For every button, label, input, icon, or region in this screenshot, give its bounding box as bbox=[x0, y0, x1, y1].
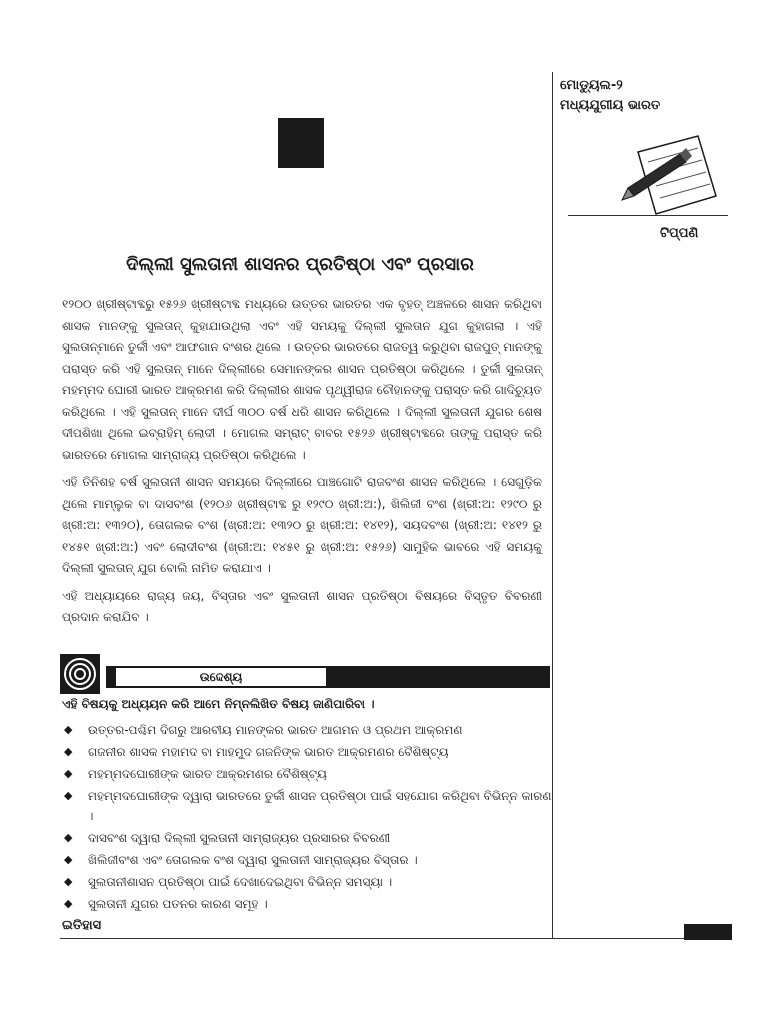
diamond-bullet-icon: ◆ bbox=[64, 831, 73, 844]
chapter-body bbox=[62, 294, 542, 635]
footer-subject: ଇତିହାସ bbox=[62, 918, 102, 933]
list-item-text: ଗଜନୀର ଶାସକ ମହାମଦ ବା ମାହମୁଦ ଗଜନିଙ୍କ ଭାରତ ଆକ୍ରମଣର ବୈଶିଷ୍ଟ୍ୟ bbox=[88, 745, 449, 759]
list-item bbox=[62, 828, 552, 848]
pen-paper-icon bbox=[620, 130, 720, 224]
objectives-list bbox=[62, 720, 552, 916]
chapter-scope-paragraph: ଏହି ଅଧ୍ୟାୟରେ ରାଜ୍ୟ ଜୟ, ବିସ୍ତାର ଏବଂ ସୁଲତାନୀ ଶାସନ ପ୍ରତିଷ୍ଠା ବିଷୟରେ ବିସ୍ତୃତ ବିବରଣୀ ପ୍ରଦାନ କରାଯିବ । bbox=[62, 588, 542, 624]
list-item bbox=[62, 742, 552, 762]
objectives-intro: ଏହି ବିଷୟକୁ ଅଧ୍ୟୟନ କରି ଆମେ ନିମ୍ନଲିଖିତ ବିଷୟ ଜାଣିପାରିବା । bbox=[62, 697, 375, 711]
page-number-block bbox=[684, 924, 732, 940]
dynasties-paragraph: ଏହି ତିନିଶହ ବର୍ଷ ସୁଲତାନୀ ଶାସନ ସମୟରେ ଦିଲ୍ଲୀରେ ପାଞ୍ଚଗୋଟି ରାଜବଂଶ ଶାସନ କରିଥିଲେ । ସେଗୁଡ଼ିକ ଥିଲେ ମାମ୍‌ଲୁକ ବା ଦାସବଂଶ (୧୨୦୬ ଖ୍ରୀଷ୍ଟାବ୍ଦ ରୁ ୧୨୯୦ ଖ୍ରୀ:ଅ:), ଖିଲିଜୀ ବଂଶ (ଖ୍ରୀ:ଅ: ୧୨୯୦ ରୁ ଖ୍ରୀ:ଅ: ୧୩୨୦), ତୋଗଲକ ବଂଶ (ଖ୍ରୀ:ଅ: ୧୩୨୦ ରୁ ଖ୍ରୀ:ଅ: ୧୪୧୨), ସୟଦବଂଶ (ଖ୍ରୀ:ଅ: ୧୪୧୨ ରୁ ୧୪୫୧ ଖ୍ରୀ:ଅ:) ଏବଂ ଲୋଦୀବଂଶ (ଖ୍ରୀ:ଅ: ୧୪୫୧ ରୁ ଖ୍ରୀ:ଅ: ୧୫୨୬) ସାମୁହିକ ଭାବରେ ଏହି ସମୟକୁ ଦିଲ୍ଲୀ ସୁଲତାନ୍ ଯୁଗ ବୋଲି ନାମିତ କରାଯାଏ । bbox=[62, 475, 542, 575]
list-item bbox=[62, 720, 552, 740]
list-item-text: ସୁଲତାନୀଶାସନ ପ୍ରତିଷ୍ଠା ପାଇଁ ଦେଖାଦେଇଥିବା ବିଭିନ୍ନ ସମସ୍ୟା । bbox=[88, 875, 393, 889]
list-item-text: ମହମ୍ମଦଘୋରୀଙ୍କ ଭାରତ ଆକ୍ରମଣର ବୈଶିଷ୍ଟ୍ୟ bbox=[88, 767, 327, 781]
diamond-bullet-icon: ◆ bbox=[64, 745, 73, 758]
objectives-heading: ଉଦ୍ଦେଶ୍ୟ bbox=[116, 668, 326, 686]
note-divider bbox=[568, 215, 728, 216]
diamond-bullet-icon: ◆ bbox=[64, 853, 73, 866]
list-item-text: ଉତ୍ତର-ପଶ୍ଚିମ ଦିଗରୁ ଆରବୀୟ ମାନଙ୍କର ଭାରତ ଆଗମନ ଓ ପ୍ରଥମ ଆକ୍ରମଣ bbox=[88, 723, 463, 737]
list-item bbox=[62, 850, 552, 870]
diamond-bullet-icon: ◆ bbox=[64, 723, 73, 736]
module-label: ମୋଡ୍ୟୁଲ-୨ bbox=[560, 78, 623, 93]
list-item-text: ମହମ୍ମଦଘୋରୀଙ୍କ ଦ୍ୱାରା ଭାରତରେ ତୁର୍କୀ ଶାସନ ପ୍ରତିଷ୍ଠା ପାଇଁ ସହଯୋଗ କରିଥିବା ବିଭିନ୍ନ କାରଣ । bbox=[88, 789, 552, 823]
intro-paragraph: ୧୨୦୦ ଖ୍ରୀଷ୍ଟାବ୍ଦରୁ ୧୫୨୬ ଖ୍ରୀଷ୍ଟାବ୍ଦ ମଧ୍ୟରେ ଉତ୍ତର ଭାରତର ଏକ ବୃହତ୍ ଅଞ୍ଚଳରେ ଶାସନ କରିଥିବା ଶାସକ ମାନଙ୍କୁ ସୁଲତାନ୍ କୁହାଯାଉଥିଲା ଏବଂ ଏହି ସମୟକୁ ଦିଲ୍ଲୀ ସୁଲତାନ ଯୁଗ କୁହାଗଲା । ଏହି ସୁଲତାନ୍‌ମାନେ ତୁର୍କୀ ଏବଂ ଆଫଗାନ ବଂଶର ଥିଲେ । ଉତ୍ତର ଭାରତରେ ରାଜତ୍ୱ କରୁଥିବା ରାଜପୁତ୍ ମାନଙ୍କୁ ପରାସ୍ତ କରି ଏହି ସୁଲତାନ୍ ମାନେ ଦିଲ୍ଲୀରେ ସେମାନଙ୍କର ଶାସନ ପ୍ରତିଷ୍ଠା କରିଥିଲେ । ତୁର୍କୀ ସୁଲତାନ୍ ମହମ୍ମଦ ଘୋରୀ ଭାରତ ଆକ୍ରମଣ କରି ଦିଲ୍ଲୀର ଶାସକ ପୃଥ୍ୱୀରାଜ ଚୌହାନଙ୍କୁ ପରାସ୍ତ କରି ଗାଦିଚ୍ୟୁତ କରିଥିଲେ । ଏହି ସୁଲତାନ୍ ମାନେ ଦୀର୍ଘ ୩୦୦ ବର୍ଷ ଧରି ଶାସନ କରିଥିଲେ । ଦିଲ୍ଲୀ ସୁଲତାନୀ ଯୁଗର ଶେଷ ଦୀପଶିଖା ଥିଲେ ଇବ୍ରାହିମ୍ ଲୋଦୀ । ମୋଗଲ ସମ୍ରାଟ୍ ବାବର ୧୫୨୬ ଖ୍ରୀଷ୍ଟାବ୍ଦରେ ତାଙ୍କୁ ପରାସ୍ତ କରି ଭାରତରେ ମୋଗଲ ସାମ୍ରାଜ୍ୟ ପ୍ରତିଷ୍ଠା କରିଥିଲେ । bbox=[62, 297, 542, 462]
margin-rule bbox=[552, 72, 553, 938]
chapter-number-block bbox=[278, 118, 324, 168]
diamond-bullet-icon: ◆ bbox=[64, 897, 73, 910]
objectives-heading-bar bbox=[106, 666, 550, 688]
list-item-text: ଦାସବଂଶ ଦ୍ୱାରା ଦିଲ୍ଲୀ ସୁଲତାନୀ ସାମ୍ରାଜ୍ୟର ପ୍ରସାରର ବିବରଣୀ bbox=[88, 831, 391, 845]
list-item-text: ଖିଲିଜୀବଂଶ ଏବଂ ତୋଗଲକ ବଂଶ ଦ୍ୱାରା ସୁଲତାନୀ ସାମ୍ରାଜ୍ୟର ବିସ୍ତାର । bbox=[88, 853, 418, 867]
module-subtitle: ମଧ୍ୟଯୁଗୀୟ ଭାରତ bbox=[560, 98, 661, 113]
list-item bbox=[62, 786, 552, 826]
diamond-bullet-icon: ◆ bbox=[64, 789, 73, 802]
note-label: ଟିପ୍ପଣି bbox=[660, 226, 699, 241]
target-icon bbox=[60, 654, 100, 698]
diamond-bullet-icon: ◆ bbox=[64, 875, 73, 888]
list-item bbox=[62, 764, 552, 784]
list-item bbox=[62, 894, 552, 914]
diamond-bullet-icon: ◆ bbox=[64, 767, 73, 780]
chapter-title: ଦିଲ୍ଲୀ ସୁଲତାନୀ ଶାସନର ପ୍ରତିଷ୍ଠା ଏବଂ ପ୍ରସାର bbox=[126, 254, 474, 275]
module-header bbox=[560, 76, 710, 116]
list-item-text: ସୁଲତାନୀ ଯୁଗର ପତନର କାରଣ ସମୂହ । bbox=[88, 897, 268, 911]
footer-rule bbox=[60, 938, 732, 939]
list-item bbox=[62, 872, 552, 892]
